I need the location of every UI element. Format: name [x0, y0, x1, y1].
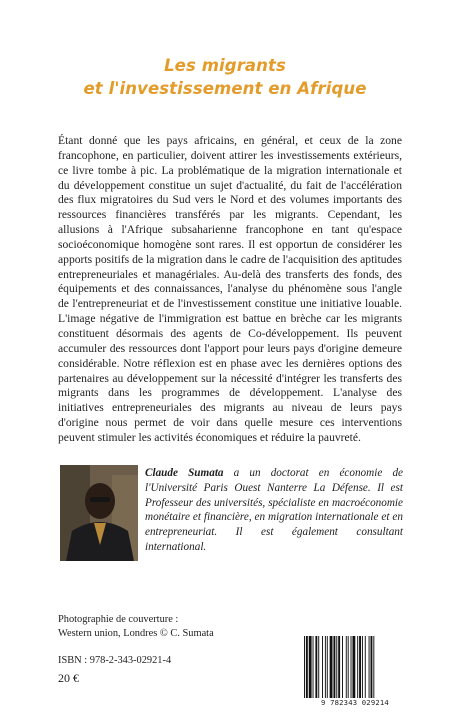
author-name: Claude Sumata: [145, 467, 224, 479]
price: 20 €: [58, 671, 79, 685]
photo-credit: [58, 613, 214, 640]
barcode: [300, 636, 410, 701]
author-photo: [60, 465, 138, 561]
photo-credit-label: Photographie de couverture :: [58, 614, 179, 625]
isbn: ISBN : 978-2-343-02921-4: [58, 655, 172, 666]
author-bio: [145, 466, 403, 555]
photo-credit-text: Western union, Londres © C. Sumata: [58, 627, 214, 639]
title-line-1: Les migrants: [164, 56, 286, 75]
barcode-digits: 9 782343 029214: [321, 698, 389, 707]
summary-paragraph: Étant donné que les pays africains, en général, et ceux de la zone francophone, en particulier, doivent attirer les investissements extérieurs, ce livre tombe à pic. La problématique de la migration internationale et du développement constitue un sujet d'actualité, du fait de l'accélération des flux migratoires du Sud vers le Nord et des volumes importants des ressources financières transférés par les migrants. Cependant, les allusions à l'Afrique subsaharienne francophone en tant qu'espace socioéconomique homogène sont rares. Il est opportun de considérer les apports positifs de la migration dans le cadre de l'acquisition des aptitudes entrepreneuriales et managériales. Au-delà des transferts des fonds, des équipements et des connaissances, l'analyse du phénomène sous l'angle de l'entrepreneuriat et de l'investissement constitue une initiative louable. L'image négative de l'immigration est battue en brèche car les migrants constituent désormais des agents de Co-développement. Ils peuvent accumuler des ressources dont l'apport pour leurs pays d'origine demeure considérable. Notre réflexion est en phase avec les dernières options des partenaires au développement sur la nécessité d'intégrer les transferts des migrants dans les programmes de développement. L'analyse des initiatives entrepreneuriales des migrants au niveau de leurs pays d'origine nous permet de voir dans quelle mesure ces interventions peuvent stimuler les activités économiques et réduire la pauvreté.: [58, 134, 402, 444]
title-line-2: et l'investissement en Afrique: [83, 79, 367, 98]
back-cover-summary: [58, 134, 402, 446]
author-bio-text: a un doctorat en économie de l'Université Paris Ouest Nanterre La Défense. Il est Professeur des universités, spécialiste en macroéconomie monétaire et financière, en migration internationale et en entrepreneuriat. Il est également consultant international.: [145, 467, 403, 553]
